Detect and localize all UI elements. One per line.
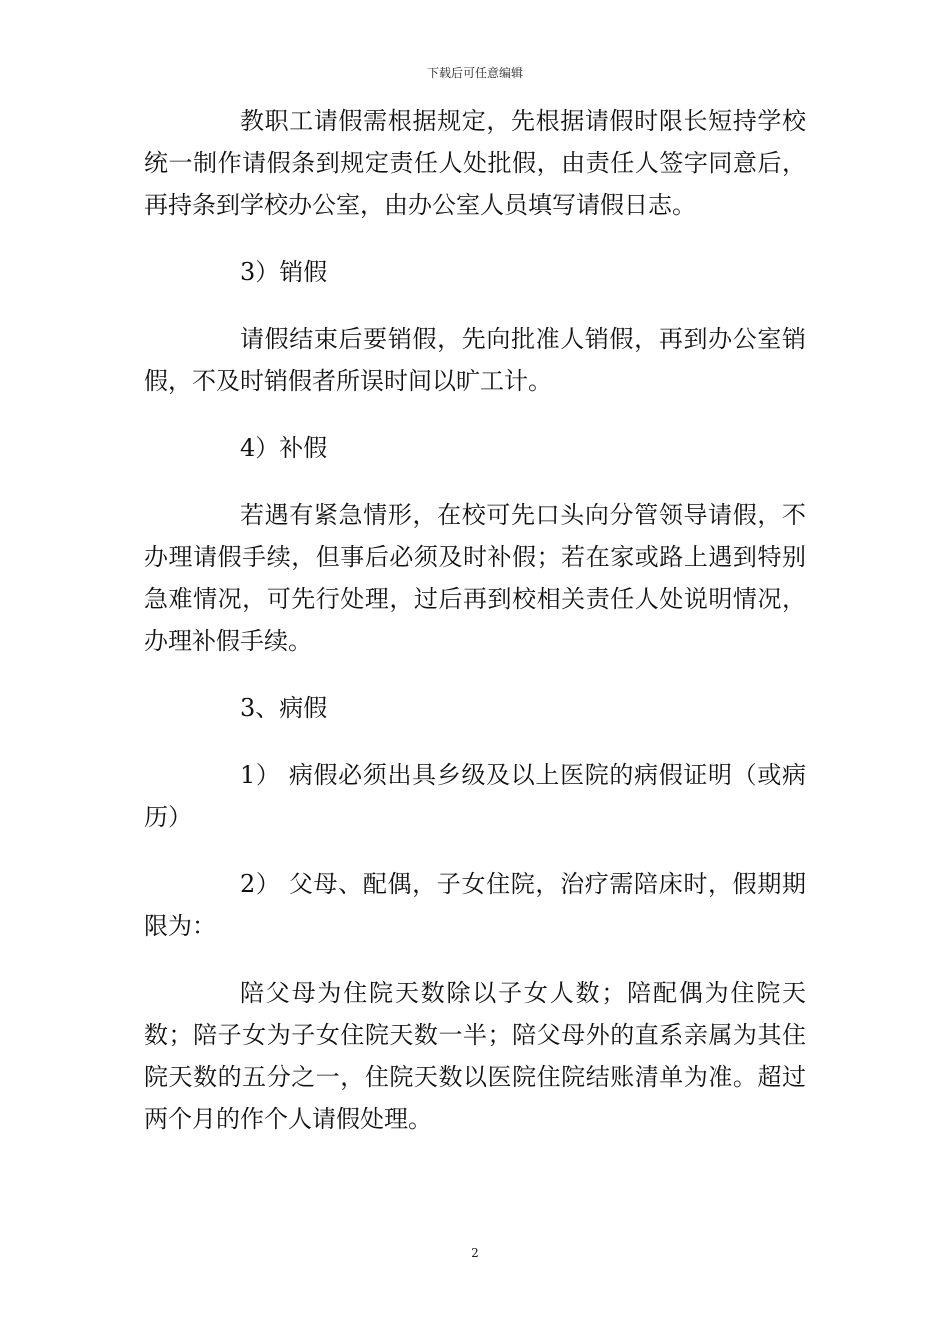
paragraph-makeup-leave: 若遇有紧急情形，在校可先口头向分管领导请假，不办理请假手续，但事后必须及时补假；若在家或路上遇到特别急难情况，可先行处理，过后再到校相关责任人处说明情况，办理补假手续。	[144, 501, 806, 655]
paragraph-family-hospital-rules: 陪父母为住院天数除以子女人数；陪配偶为住院天数；陪子女为子女住院天数一半；陪父母外的直系亲属为其住院天数的五分之一，住院天数以医院住院结账清单为准。超过两个月的作个人请假处理。	[144, 979, 806, 1133]
paragraph-family-hospital-leave: 2） 父母、配偶，子女住院，治疗需陪床时，假期期限为：	[144, 870, 806, 940]
page-number: 2	[471, 1246, 479, 1260]
paragraph-cancel-leave: 请假结束后要销假，先向批准人销假，再到办公室销假，不及时销假者所误时间以旷工计。	[144, 325, 806, 395]
paragraph-leave-procedure: 教职工请假需根据规定，先根据请假时限长短持学校统一制作请假条到规定责任人处批假，由责任人签字同意后，再持条到学校办公室，由办公室人员填写请假日志。	[144, 107, 806, 219]
page-header-note: 下载后可任意编辑	[426, 66, 523, 80]
heading-cancel-leave: 3）销假	[240, 258, 328, 286]
paragraph-sick-leave-certificate: 1） 病假必须出具乡级及以上医院的病假证明（或病历）	[144, 761, 806, 831]
heading-sick-leave: 3、病假	[240, 694, 328, 722]
document-body	[144, 100, 806, 1140]
heading-makeup-leave: 4）补假	[240, 434, 328, 462]
